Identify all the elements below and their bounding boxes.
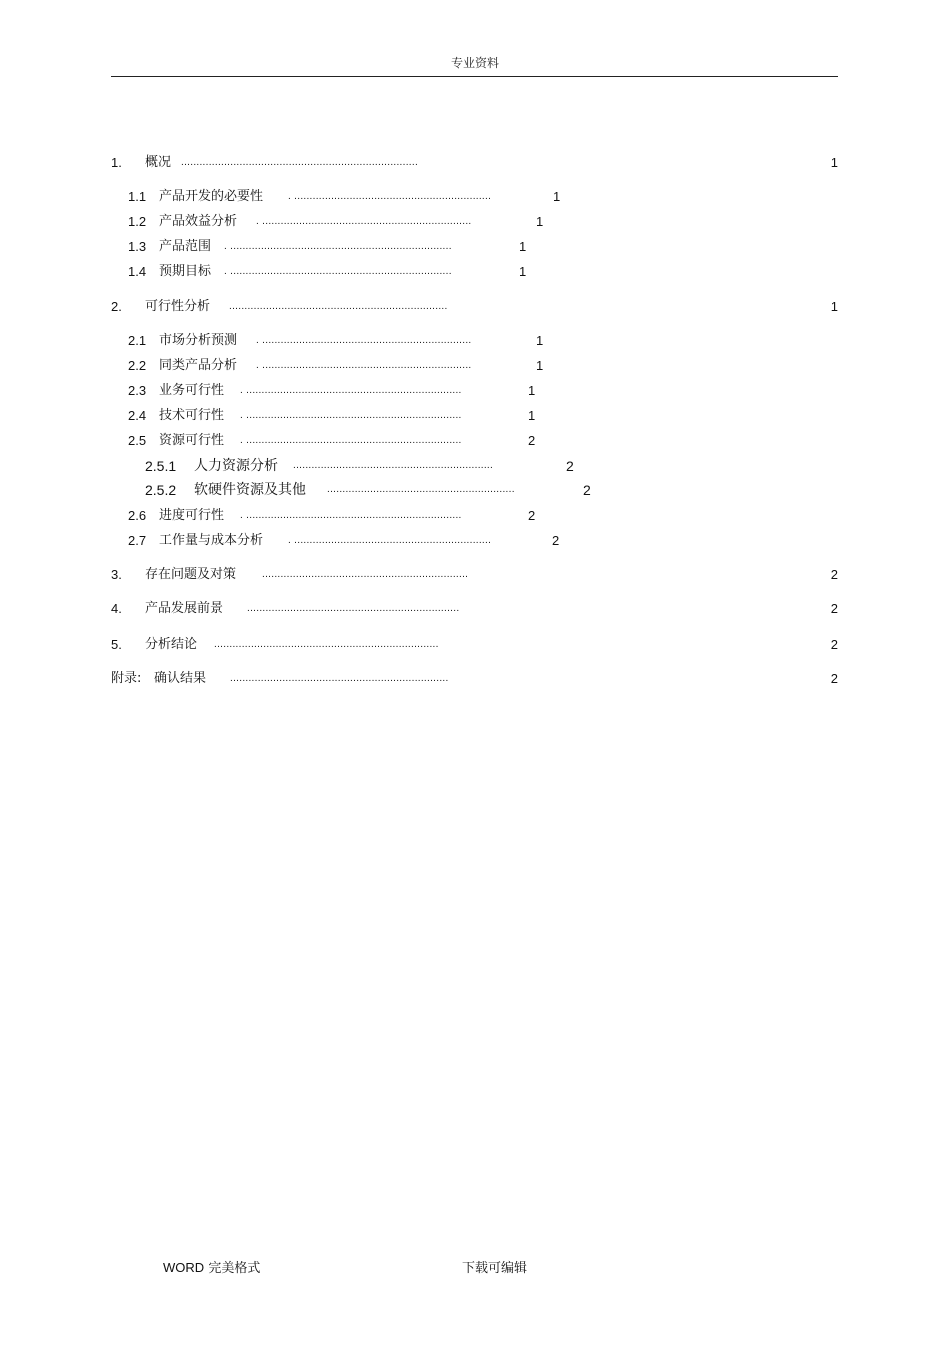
toc-leader-dots: .............................................................: [327, 484, 515, 495]
toc-title: 进度可行性: [159, 508, 225, 523]
toc-number: 5.: [111, 637, 122, 652]
footer-format-label: 完美格式: [208, 1261, 261, 1276]
toc-title: 可行性分析: [145, 299, 211, 314]
toc-number: 2.3: [128, 383, 147, 398]
toc-page-number: 1: [830, 155, 838, 170]
toc-leader-dots: . ......................................................................: [240, 385, 462, 396]
toc-leader-dots: .....................................................................: [247, 603, 460, 614]
toc-page-number: 1: [528, 383, 536, 398]
footer-download-label: 下载可编辑: [462, 1261, 528, 1276]
toc-page-number: 1: [536, 333, 544, 348]
toc-title: 软硬件资源及其他: [194, 482, 306, 498]
toc-number: 2.5: [128, 433, 147, 448]
toc-title: 资源可行性: [159, 433, 225, 448]
toc-leader-dots: . ....................................................................: [256, 216, 472, 227]
toc-leader-dots: . ....................................................................: [256, 360, 472, 371]
toc-entry-2-7[interactable]: [128, 532, 568, 550]
toc-leader-dots: .............................................................................: [181, 157, 419, 168]
toc-title: 工作量与成本分析: [159, 533, 264, 548]
toc-number: 2.6: [128, 508, 147, 523]
toc-leader-dots: .......................................................................: [229, 301, 448, 312]
toc-page-number: 1: [519, 264, 527, 279]
toc-number: 2.1: [128, 333, 147, 348]
toc-number: 3.: [111, 567, 122, 582]
toc-leader-dots: . ....................................................................: [256, 335, 472, 346]
toc-title: 预期目标: [159, 264, 212, 279]
toc-entry-2-5-2[interactable]: [145, 481, 605, 499]
toc-entry-5[interactable]: [111, 636, 838, 654]
toc-leader-dots: . ........................................................................: [224, 241, 452, 252]
toc-title: 同类产品分析: [159, 358, 238, 373]
footer-left: [163, 1257, 260, 1276]
toc-entry-2[interactable]: [111, 298, 838, 316]
toc-entry-3[interactable]: [111, 566, 838, 584]
toc-title: 分析结论: [145, 637, 198, 652]
toc-entry-2-6[interactable]: [128, 507, 548, 525]
toc-title: 确认结果: [154, 671, 207, 686]
toc-entry-4[interactable]: [111, 600, 838, 618]
header-title: 专业资料: [450, 56, 499, 70]
toc-leader-dots: . ......................................................................: [240, 410, 462, 421]
toc-title: 技术可行性: [159, 408, 225, 423]
toc-leader-dots: .......................................................................: [230, 673, 449, 684]
toc-entry-2-3[interactable]: [128, 382, 548, 400]
toc-entry-1-2[interactable]: [128, 213, 558, 231]
header-divider: [111, 76, 838, 77]
toc-leader-dots: . ................................................................: [288, 191, 492, 202]
toc-title: 产品范围: [159, 239, 212, 254]
toc-number: 2.: [111, 299, 122, 314]
toc-page-number: 2: [830, 567, 838, 582]
toc-number: 2.5.2: [145, 482, 177, 498]
toc-title: 市场分析预测: [159, 333, 238, 348]
toc-page-number: 1: [830, 299, 838, 314]
toc-page-number: 1: [553, 189, 561, 204]
toc-entry-2-4[interactable]: [128, 407, 548, 425]
toc-page-number: 2: [583, 482, 591, 498]
toc-page-number: 2: [830, 601, 838, 616]
toc-leader-dots: . ................................................................: [288, 535, 492, 546]
toc-page-number: 1: [519, 239, 527, 254]
toc-entry-1-3[interactable]: [128, 238, 538, 256]
toc-entry-2-5-1[interactable]: [145, 457, 585, 475]
toc-leader-dots: . ......................................................................: [240, 510, 462, 521]
toc-title: 存在问题及对策: [145, 567, 237, 582]
toc-title: 产品效益分析: [159, 214, 238, 229]
toc-page-number: 2: [528, 433, 536, 448]
toc-page-number: 2: [566, 458, 574, 474]
toc-number: 4.: [111, 601, 122, 616]
toc-title: 产品开发的必要性: [159, 189, 264, 204]
toc-leader-dots: .........................................................................: [214, 639, 439, 650]
footer-right: [462, 1257, 527, 1276]
toc-number: 1.: [111, 155, 122, 170]
toc-leader-dots: .................................................................: [293, 460, 494, 471]
toc-title: 概况: [145, 155, 172, 170]
toc-entry-appendix[interactable]: [111, 670, 838, 688]
toc-entry-2-5[interactable]: [128, 432, 548, 450]
toc-page-number: 2: [528, 508, 536, 523]
toc-number: 1.2: [128, 214, 147, 229]
toc-entry-1-4[interactable]: [128, 263, 538, 281]
toc-page-number: 1: [528, 408, 536, 423]
toc-number: 1.4: [128, 264, 147, 279]
toc-number: 1.1: [128, 189, 147, 204]
toc-page-number: 2: [552, 533, 560, 548]
toc-title: 业务可行性: [159, 383, 225, 398]
toc-entry-2-1[interactable]: [128, 332, 558, 350]
footer-word-label: WORD: [163, 1260, 205, 1275]
toc-page-number: 1: [536, 214, 544, 229]
toc-entry-2-2[interactable]: [128, 357, 558, 375]
toc-entry-1-1[interactable]: [128, 188, 568, 206]
toc-leader-dots: . ........................................................................: [224, 266, 452, 277]
toc-page-number: 2: [830, 637, 838, 652]
toc-leader-dots: . ......................................................................: [240, 435, 462, 446]
toc-page-number: 2: [830, 671, 838, 686]
toc-number: 2.2: [128, 358, 147, 373]
toc-title: 产品发展前景: [145, 601, 224, 616]
toc-number: 2.5.1: [145, 458, 177, 474]
toc-leader-dots: ...................................................................: [262, 569, 469, 580]
toc-number: 2.4: [128, 408, 147, 423]
toc-title: 人力资源分析: [194, 458, 278, 474]
toc-page-number: 1: [536, 358, 544, 373]
toc-number: 附录:: [111, 671, 142, 686]
toc-number: 2.7: [128, 533, 147, 548]
toc-entry-1[interactable]: [111, 154, 838, 172]
toc-number: 1.3: [128, 239, 147, 254]
